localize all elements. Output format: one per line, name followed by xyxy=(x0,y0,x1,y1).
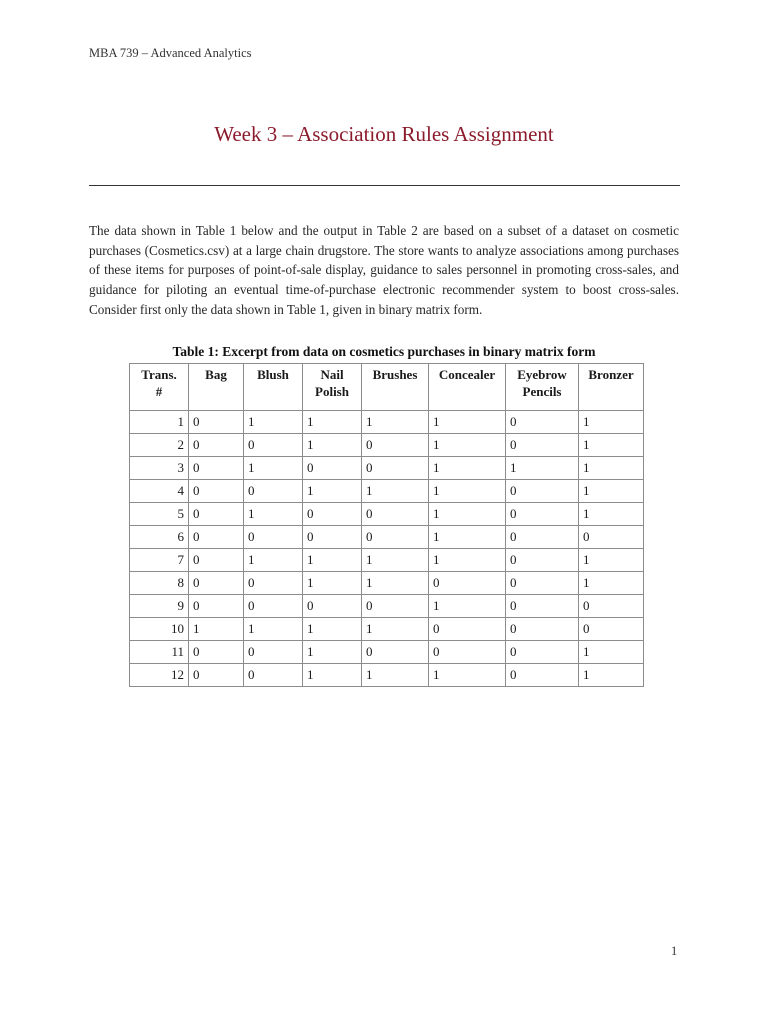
cell-bag: 0 xyxy=(189,526,244,549)
col-header-blush-line1: Blush xyxy=(257,367,289,382)
running-header: MBA 739 – Advanced Analytics xyxy=(89,46,252,60)
cell-blush: 0 xyxy=(244,480,303,503)
cell-nail-polish: 1 xyxy=(303,572,362,595)
cell-bag: 0 xyxy=(189,411,244,434)
cell-brushes: 0 xyxy=(362,595,429,618)
cell-nail-polish: 1 xyxy=(303,664,362,687)
cell-concealer: 1 xyxy=(429,457,506,480)
table-row xyxy=(130,572,644,595)
cell-brushes: 0 xyxy=(362,526,429,549)
cell-trans: 3 xyxy=(130,457,189,480)
cell-bronzer: 0 xyxy=(579,618,644,641)
cell-blush: 0 xyxy=(244,664,303,687)
cell-blush: 1 xyxy=(244,549,303,572)
cell-bag: 0 xyxy=(189,457,244,480)
cell-trans: 11 xyxy=(130,641,189,664)
col-header-brushes-line1: Brushes xyxy=(372,367,418,382)
cell-eyebrow-pencils: 0 xyxy=(506,480,579,503)
col-header-bronzer xyxy=(579,364,644,411)
col-header-nail-polish-line1: Nail xyxy=(320,367,344,382)
cell-trans: 1 xyxy=(130,411,189,434)
table-row xyxy=(130,503,644,526)
cell-trans: 10 xyxy=(130,618,189,641)
cell-blush: 0 xyxy=(244,595,303,618)
col-header-bronzer-line1: Bronzer xyxy=(588,367,634,382)
col-header-trans xyxy=(130,364,189,411)
cell-bronzer: 1 xyxy=(579,480,644,503)
cell-bronzer: 0 xyxy=(579,595,644,618)
table-caption: Table 1: Excerpt from data on cosmetics purchases in binary matrix form xyxy=(172,344,596,359)
cell-trans: 12 xyxy=(130,664,189,687)
cell-bag: 0 xyxy=(189,595,244,618)
cell-bronzer: 1 xyxy=(579,457,644,480)
cell-nail-polish: 1 xyxy=(303,411,362,434)
col-header-eyebrow-pencils-line1: Eyebrow xyxy=(517,367,567,382)
cell-brushes: 1 xyxy=(362,480,429,503)
cosmetics-binary-matrix-table xyxy=(129,363,644,687)
cell-trans: 7 xyxy=(130,549,189,572)
table-row xyxy=(130,618,644,641)
cell-nail-polish: 1 xyxy=(303,480,362,503)
page-number: 1 xyxy=(671,944,678,958)
cell-trans: 6 xyxy=(130,526,189,549)
cell-trans: 9 xyxy=(130,595,189,618)
table-row xyxy=(130,457,644,480)
col-header-trans-line2: # xyxy=(155,384,163,399)
cell-eyebrow-pencils: 0 xyxy=(506,434,579,457)
cell-bronzer: 1 xyxy=(579,434,644,457)
cell-nail-polish: 1 xyxy=(303,618,362,641)
cell-blush: 0 xyxy=(244,434,303,457)
cell-trans: 5 xyxy=(130,503,189,526)
col-header-nail-polish-line2: Polish xyxy=(315,384,349,399)
cell-bronzer: 1 xyxy=(579,664,644,687)
cell-nail-polish: 1 xyxy=(303,434,362,457)
col-header-trans-line1: Trans. xyxy=(141,367,177,382)
cell-eyebrow-pencils: 0 xyxy=(506,572,579,595)
cell-eyebrow-pencils: 0 xyxy=(506,664,579,687)
cell-eyebrow-pencils: 0 xyxy=(506,503,579,526)
cell-brushes: 1 xyxy=(362,618,429,641)
title-divider xyxy=(89,185,680,186)
cell-brushes: 0 xyxy=(362,434,429,457)
cell-blush: 1 xyxy=(244,457,303,480)
col-header-nail-polish xyxy=(303,364,362,411)
cell-bag: 0 xyxy=(189,549,244,572)
cell-brushes: 1 xyxy=(362,572,429,595)
cell-concealer: 1 xyxy=(429,503,506,526)
table-row xyxy=(130,664,644,687)
table-row xyxy=(130,434,644,457)
cell-concealer: 1 xyxy=(429,526,506,549)
cell-bronzer: 1 xyxy=(579,641,644,664)
cell-trans: 4 xyxy=(130,480,189,503)
table-row xyxy=(130,526,644,549)
cell-concealer: 1 xyxy=(429,549,506,572)
cell-bronzer: 1 xyxy=(579,503,644,526)
intro-paragraph: The data shown in Table 1 below and the output in Table 2 are based on a subset of a dataset on cosmetic purchases (Cosmetics.csv) at a large chain drugstore. The store wants to analyze associations among purchases of these items for purposes of point-of-sale display, guidance to sales personnel in promoting cross-sales, and guidance for piloting an eventual time-of-purchase electronic recommender system to boost cross-sales. Consider first only the data shown in Table 1, given in binary matrix form. xyxy=(89,223,679,317)
cell-trans: 8 xyxy=(130,572,189,595)
cell-eyebrow-pencils: 0 xyxy=(506,526,579,549)
cell-blush: 1 xyxy=(244,411,303,434)
cell-eyebrow-pencils: 0 xyxy=(506,549,579,572)
cell-nail-polish: 0 xyxy=(303,526,362,549)
cell-bronzer: 1 xyxy=(579,549,644,572)
cell-brushes: 0 xyxy=(362,503,429,526)
table-row xyxy=(130,480,644,503)
cell-blush: 1 xyxy=(244,503,303,526)
table-row xyxy=(130,641,644,664)
col-header-concealer xyxy=(429,364,506,411)
cell-bronzer: 1 xyxy=(579,411,644,434)
cell-eyebrow-pencils: 0 xyxy=(506,595,579,618)
cell-bag: 1 xyxy=(189,618,244,641)
table-header-row xyxy=(130,364,644,411)
cell-bag: 0 xyxy=(189,572,244,595)
cell-bag: 0 xyxy=(189,503,244,526)
table-row xyxy=(130,549,644,572)
cell-brushes: 1 xyxy=(362,411,429,434)
cell-brushes: 1 xyxy=(362,549,429,572)
col-header-blush xyxy=(244,364,303,411)
cell-bag: 0 xyxy=(189,664,244,687)
cell-bag: 0 xyxy=(189,641,244,664)
cell-brushes: 0 xyxy=(362,641,429,664)
cell-concealer: 1 xyxy=(429,664,506,687)
cell-bronzer: 1 xyxy=(579,572,644,595)
cell-bag: 0 xyxy=(189,480,244,503)
cell-concealer: 1 xyxy=(429,595,506,618)
cell-nail-polish: 0 xyxy=(303,503,362,526)
cell-concealer: 1 xyxy=(429,411,506,434)
page-title: Week 3 – Association Rules Assignment xyxy=(214,122,554,146)
cell-brushes: 0 xyxy=(362,457,429,480)
cell-nail-polish: 0 xyxy=(303,457,362,480)
cell-bronzer: 0 xyxy=(579,526,644,549)
cell-nail-polish: 1 xyxy=(303,549,362,572)
cell-eyebrow-pencils: 0 xyxy=(506,641,579,664)
col-header-eyebrow-pencils-line2: Pencils xyxy=(522,384,562,399)
cell-concealer: 0 xyxy=(429,618,506,641)
cell-concealer: 0 xyxy=(429,641,506,664)
cell-blush: 1 xyxy=(244,618,303,641)
col-header-eyebrow-pencils xyxy=(506,364,579,411)
table-row xyxy=(130,411,644,434)
cell-blush: 0 xyxy=(244,526,303,549)
col-header-brushes xyxy=(362,364,429,411)
cell-trans: 2 xyxy=(130,434,189,457)
col-header-bag-line1: Bag xyxy=(205,367,227,382)
table-row xyxy=(130,595,644,618)
cell-eyebrow-pencils: 0 xyxy=(506,411,579,434)
cell-brushes: 1 xyxy=(362,664,429,687)
cell-blush: 0 xyxy=(244,641,303,664)
cell-concealer: 1 xyxy=(429,434,506,457)
cell-bag: 0 xyxy=(189,434,244,457)
col-header-bag xyxy=(189,364,244,411)
cell-concealer: 1 xyxy=(429,480,506,503)
cell-nail-polish: 1 xyxy=(303,641,362,664)
cell-nail-polish: 0 xyxy=(303,595,362,618)
cell-eyebrow-pencils: 1 xyxy=(506,457,579,480)
cell-concealer: 0 xyxy=(429,572,506,595)
cell-eyebrow-pencils: 0 xyxy=(506,618,579,641)
col-header-concealer-line1: Concealer xyxy=(438,367,496,382)
cell-blush: 0 xyxy=(244,572,303,595)
